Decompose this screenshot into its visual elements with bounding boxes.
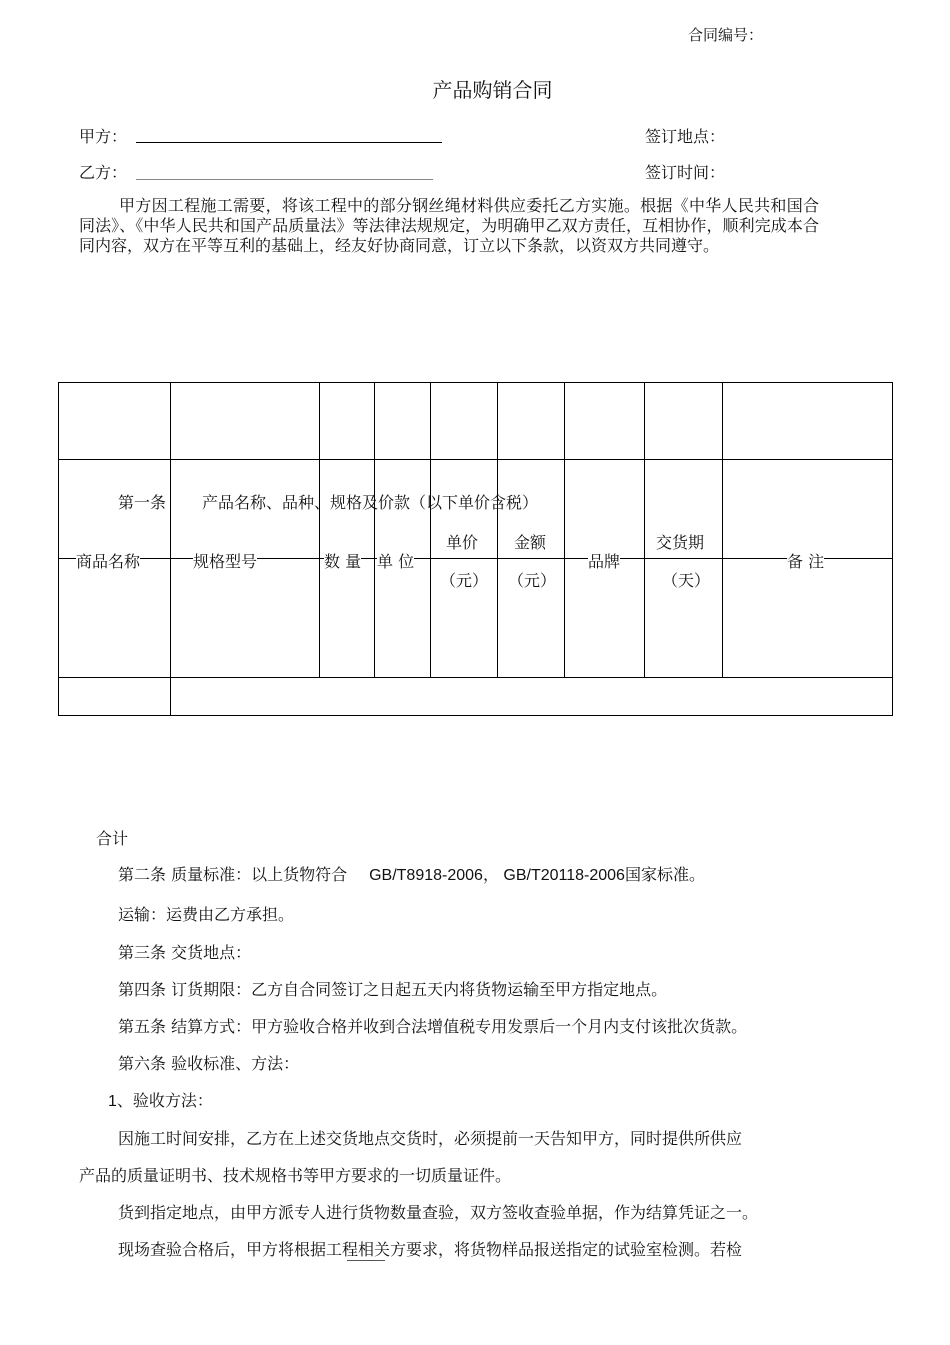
total-label: 合计 [96, 829, 129, 848]
article-5: 第五条 结算方式：甲方验收合格并收到合法增值税专用发票后一个月内支付该批次货款。 [118, 1017, 748, 1036]
table-col-line [430, 382, 431, 677]
table-row-line-3 [58, 677, 893, 678]
article-2-standards: GB/T8918-2006， GB/T20118-2006 [369, 867, 625, 884]
page-title: 产品购销合同 [432, 78, 553, 102]
party-a-blank-line [136, 142, 442, 143]
transport-clause: 运输：运费由乙方承担。 [118, 905, 295, 924]
party-b-blank-line [136, 179, 433, 180]
header-quantity: 数 量 [324, 549, 361, 572]
party-a-label: 甲方： [79, 127, 128, 146]
header-remark: 备 注 [787, 549, 824, 572]
sign-place-label: 签订地点： [645, 127, 726, 146]
header-unit-price: 单价 [446, 533, 479, 552]
table-border-left [58, 382, 59, 715]
header-brand: 品牌 [588, 549, 620, 572]
table-border-right [892, 382, 893, 715]
article-4: 第四条 订货期限：乙方自合同签订之日起五天内将货物运输至甲方指定地点。 [118, 980, 668, 999]
header-delivery-period-unit: （天） [662, 571, 711, 590]
intro-paragraph: 甲方因工程施工需要，将该工程中的部分钢丝绳材料供应委托乙方实施。根据《中华人民共和国合同法》、《中华人民共和国产品质量法》等法律法规规定，为明确甲乙双方责任，互相协作，顺利完成本合同内容，双方在平等互利的基础上，经友好协商同意，订立以下条款，以资双方共同遵守。 [79, 196, 819, 255]
article-1-label: 第一条 [118, 493, 167, 512]
table-row-line-2 [58, 558, 893, 559]
article-1-title: 产品名称、品种、规格及价款（以下单价含税） [202, 493, 539, 512]
header-delivery-period: 交货期 [656, 533, 705, 552]
header-product-name: 商品名称 [76, 549, 140, 572]
table-row-line-1 [58, 459, 893, 460]
header-unit: 单 位 [377, 549, 414, 572]
article-2 [118, 862, 705, 885]
paragraph-3: 现场查验合格后，甲方将根据工程相关方要求，将货物样品报送指定的试验室检测。若检 [118, 1240, 743, 1259]
table-col-line [170, 382, 171, 715]
table-col-line [319, 382, 320, 677]
table-col-line [564, 382, 565, 677]
table-col-line [497, 382, 498, 677]
article-2-suffix: 国家标准。 [624, 865, 705, 884]
header-unit-price-unit: （元） [440, 571, 489, 590]
article-3: 第三条 交货地点： [118, 943, 252, 962]
table-border-bottom [58, 715, 893, 716]
table-col-line [374, 382, 375, 677]
subclause-1 [108, 1088, 213, 1111]
article-2-prefix: 第二条 质量标准：以上货物符合 [118, 865, 348, 884]
paragraph-1-line-2: 产品的质量证明书、技术规格书等甲方要求的一切质量证件。 [79, 1166, 512, 1185]
paragraph-1-line-1: 因施工时间安排，乙方在上述交货地点交货时，必须提前一天告知甲方，同时提供所供应 [118, 1129, 743, 1148]
table-col-line [644, 382, 645, 677]
table-border-top [58, 382, 893, 383]
paragraph-2: 货到指定地点，由甲方派专人进行货物数量查验，双方签收查验单据，作为结算凭证之一。 [118, 1203, 759, 1222]
party-b-label: 乙方： [79, 163, 128, 182]
header-amount-unit: （元） [508, 571, 557, 590]
text-underline-mark [347, 1260, 385, 1261]
header-spec: 规格型号 [193, 549, 257, 572]
table-col-line [722, 382, 723, 677]
sign-time-label: 签订时间： [645, 163, 726, 182]
article-6: 第六条 验收标准、方法： [118, 1054, 300, 1073]
header-amount: 金额 [514, 533, 547, 552]
contract-number-label: 合同编号： [688, 26, 764, 44]
subclause-1-title: 、验收方法： [116, 1091, 213, 1110]
subclause-1-number: 1 [108, 1093, 117, 1110]
